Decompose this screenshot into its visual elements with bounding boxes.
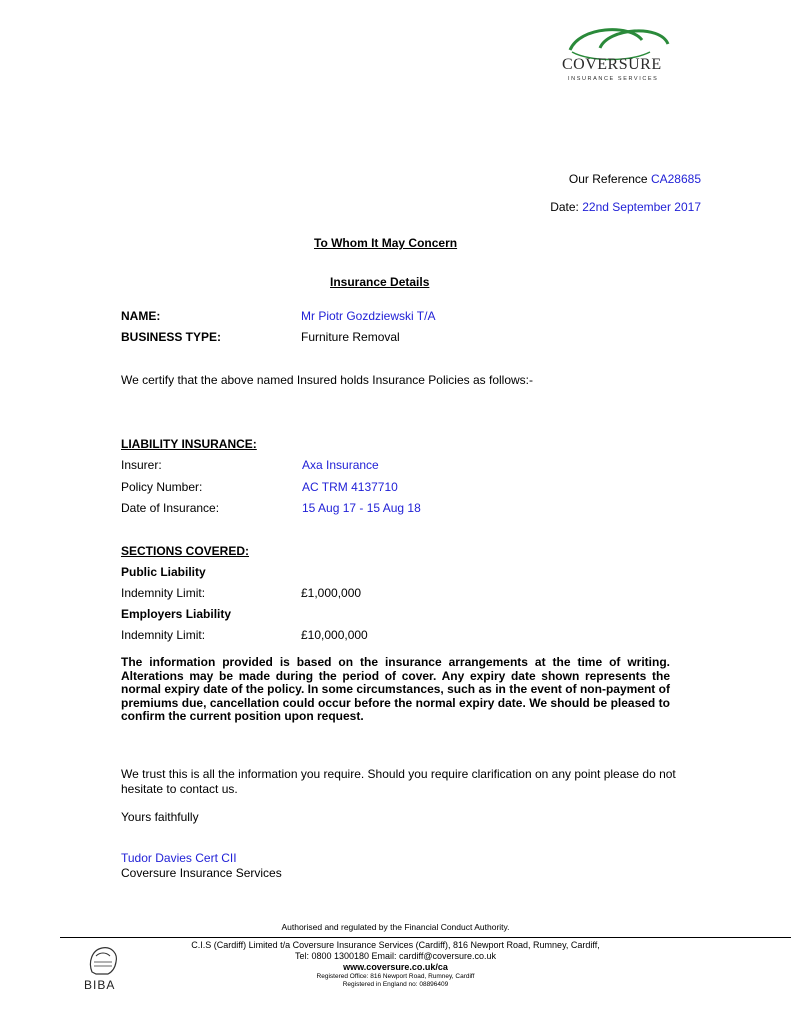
biba-label: BIBA [84,978,116,992]
employers-indemnity-value: £10,000,000 [301,628,368,642]
signatory-name: Tudor Davies Cert CII [121,851,237,865]
public-liability-title: Public Liability [121,565,206,579]
footer-registered-office: Registered Office: 816 Newport Road, Rumney, Cardiff [316,973,475,980]
sections-covered-heading: SECTIONS COVERED: [121,544,250,558]
employers-liability-title: Employers Liability [121,607,232,621]
insurance-details-heading: Insurance Details [330,275,430,289]
insurer-label: Insurer: [121,458,162,472]
public-indemnity-value: £1,000,000 [301,586,362,600]
footer-divider [60,937,791,938]
coversure-logo [560,22,675,88]
logo-name: COVERSURE [562,56,662,73]
salutation: To Whom It May Concern [314,236,458,250]
public-indemnity-label: Indemnity Limit: [121,586,206,600]
liability-heading: LIABILITY INSURANCE: [121,437,257,451]
disclaimer-paragraph: The information provided is based on the insurance arrangements at the time of writing. Alterations may be made during the period of cover. Any expiry date shown represents the normal expiry date of the policy. In some circumstances, such as in the event of non-payment of premiums due, cancellation could occur before the normal expiry date. We should be pleased to confirm the current position upon request. [121,655,670,723]
reference-value: CA28685 [650,172,701,186]
policy-number-label: Policy Number: [121,480,203,494]
signatory-company: Coversure Insurance Services [121,866,282,880]
name-value: Mr Piotr Gozdziewski T/A [301,309,436,323]
employers-indemnity-label: Indemnity Limit: [121,628,206,642]
logo-tagline: INSURANCE SERVICES [568,76,659,82]
footer-website[interactable]: www.coversure.co.uk/ca [343,962,448,972]
date-of-insurance-label: Date of Insurance: [121,501,220,515]
reference-label: Our Reference [568,172,648,186]
footer-authorised: Authorised and regulated by the Financial Conduct Authority. [281,922,510,932]
certify-text: We certify that the above named Insured holds Insurance Policies as follows:- [121,373,533,387]
name-label: NAME: [121,309,161,323]
date-line [550,200,701,214]
closing: Yours faithfully [121,810,199,824]
footer-address: C.I.S (Cardiff) Limited t/a Coversure Insurance Services (Cardiff), 816 Newport Road, Rumney, Cardiff, [191,940,600,950]
policy-number-value: AC TRM 4137710 [302,480,398,494]
trust-paragraph: We trust this is all the information you require. Should you require clarification on any point please do not hesitate to contact us. [121,767,676,796]
business-type-value: Furniture Removal [301,330,400,344]
insurer-value: Axa Insurance [302,458,379,472]
footer-registered-number: Registered in England no: 08896409 [342,981,449,988]
date-value: 22nd September 2017 [582,200,701,214]
date-of-insurance-value: 15 Aug 17 - 15 Aug 18 [302,501,421,515]
business-type-label: BUSINESS TYPE: [121,330,222,344]
date-label: Date: [550,200,579,214]
reference-line [569,172,701,186]
footer-contact: Tel: 0800 1300180 Email: cardiff@coversure.co.uk [294,951,497,961]
